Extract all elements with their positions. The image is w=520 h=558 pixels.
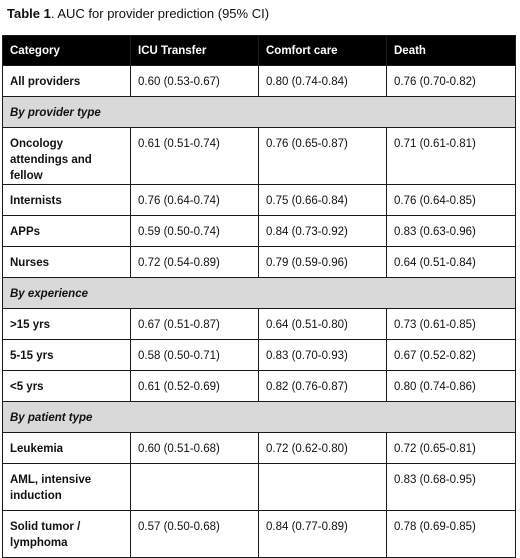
cell-death: 0.76 (0.64-0.85) <box>387 185 516 216</box>
header-comfort-care: Comfort care <box>259 36 387 66</box>
cell-icu-transfer: 0.58 (0.50-0.71) <box>131 340 259 371</box>
row-category: Nurses <box>3 247 131 278</box>
cell-comfort-care <box>259 464 387 511</box>
row-category: Internists <box>3 185 131 216</box>
cell-icu-transfer: 0.61 (0.52-0.69) <box>131 371 259 402</box>
header-category: Category <box>3 36 131 66</box>
section-label: By provider type <box>3 97 516 128</box>
row-category: Solid tumor / lymphoma <box>3 511 131 558</box>
cell-comfort-care: 0.72 (0.62-0.80) <box>259 433 387 464</box>
table-row <box>3 309 516 340</box>
table-row <box>3 464 516 511</box>
header-death: Death <box>387 36 516 66</box>
cell-icu-transfer: 0.60 (0.51-0.68) <box>131 433 259 464</box>
cell-death: 0.80 (0.74-0.86) <box>387 371 516 402</box>
cell-comfort-care: 0.64 (0.51-0.80) <box>259 309 387 340</box>
table-row <box>3 371 516 402</box>
cell-icu-transfer: 0.61 (0.51-0.74) <box>131 128 259 185</box>
cell-death: 0.78 (0.69-0.85) <box>387 511 516 558</box>
cell-icu-transfer: 0.72 (0.54-0.89) <box>131 247 259 278</box>
section-row <box>3 97 516 128</box>
cell-comfort-care: 0.82 (0.76-0.87) <box>259 371 387 402</box>
table-row <box>3 247 516 278</box>
row-category: APPs <box>3 216 131 247</box>
cell-death: 0.76 (0.70-0.82) <box>387 66 516 97</box>
table-row <box>3 66 516 97</box>
header-icu-transfer: ICU Transfer <box>131 36 259 66</box>
cell-death: 0.72 (0.65-0.81) <box>387 433 516 464</box>
section-label: By patient type <box>3 402 516 433</box>
table-row <box>3 128 516 185</box>
row-category: Oncology attendings and fellow <box>3 128 131 185</box>
cell-icu-transfer: 0.67 (0.51-0.87) <box>131 309 259 340</box>
table-row <box>3 433 516 464</box>
cell-comfort-care: 0.80 (0.74-0.84) <box>259 66 387 97</box>
cell-death: 0.83 (0.63-0.96) <box>387 216 516 247</box>
cell-comfort-care: 0.75 (0.66-0.84) <box>259 185 387 216</box>
auc-table <box>2 35 516 558</box>
cell-icu-transfer: 0.76 (0.64-0.74) <box>131 185 259 216</box>
cell-icu-transfer: 0.60 (0.53-0.67) <box>131 66 259 97</box>
row-category: All providers <box>3 66 131 97</box>
cell-icu-transfer: 0.59 (0.50-0.74) <box>131 216 259 247</box>
cell-death: 0.67 (0.52-0.82) <box>387 340 516 371</box>
table-row <box>3 216 516 247</box>
table-caption <box>7 5 269 23</box>
row-category: 5-15 yrs <box>3 340 131 371</box>
cell-death: 0.83 (0.68-0.95) <box>387 464 516 511</box>
row-category: AML, intensive induction <box>3 464 131 511</box>
table-caption-text: . AUC for provider prediction (95% CI) <box>50 6 270 21</box>
row-category: >15 yrs <box>3 309 131 340</box>
section-label: By experience <box>3 278 516 309</box>
cell-comfort-care: 0.84 (0.73-0.92) <box>259 216 387 247</box>
section-row <box>3 278 516 309</box>
row-category: Leukemia <box>3 433 131 464</box>
cell-icu-transfer <box>131 464 259 511</box>
cell-comfort-care: 0.83 (0.70-0.93) <box>259 340 387 371</box>
cell-icu-transfer: 0.57 (0.50-0.68) <box>131 511 259 558</box>
row-category: <5 yrs <box>3 371 131 402</box>
table-row <box>3 340 516 371</box>
cell-comfort-care: 0.79 (0.59-0.96) <box>259 247 387 278</box>
table-row <box>3 185 516 216</box>
table-caption-label: Table 1 <box>7 6 51 21</box>
cell-comfort-care: 0.84 (0.77-0.89) <box>259 511 387 558</box>
table-row <box>3 511 516 558</box>
header-row <box>3 36 516 66</box>
cell-comfort-care: 0.76 (0.65-0.87) <box>259 128 387 185</box>
section-row <box>3 402 516 433</box>
cell-death: 0.71 (0.61-0.81) <box>387 128 516 185</box>
cell-death: 0.73 (0.61-0.85) <box>387 309 516 340</box>
cell-death: 0.64 (0.51-0.84) <box>387 247 516 278</box>
